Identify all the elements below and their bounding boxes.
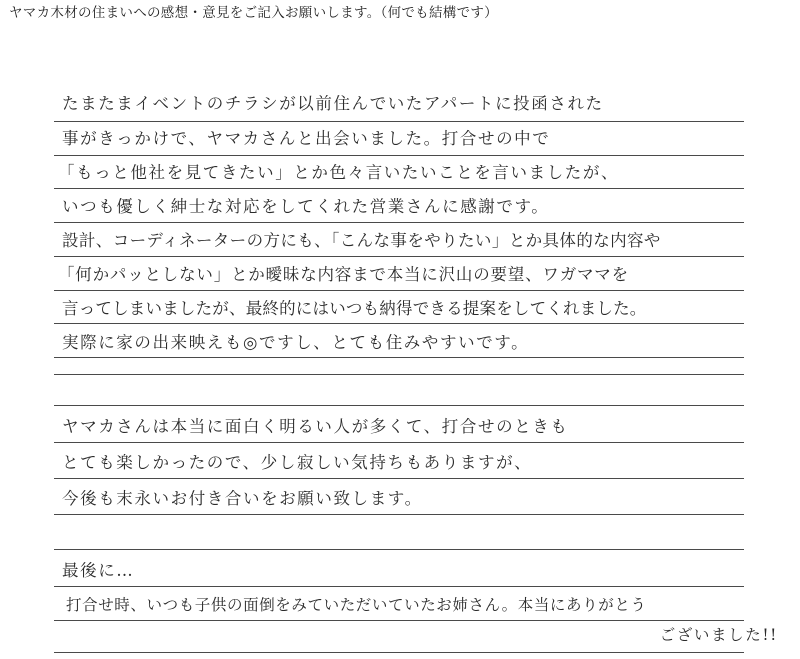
ruled-line bbox=[54, 478, 744, 479]
handwritten-line: 設計、コーディネーターの方にも、「こんな事をやりたい」とか具体的な内容や bbox=[62, 231, 661, 250]
ruled-line bbox=[54, 323, 744, 324]
handwritten-line: 「もっと他社を見てきたい」とか色々言いたいことを言いましたが、 bbox=[58, 163, 620, 182]
handwritten-line: 打合せ時、いつも子供の面倒をみていただいていたお姉さん。本当にありがとう bbox=[66, 596, 647, 614]
handwritten-line: たまたまイベントのチラシが以前住んでいたアパートに投函された bbox=[62, 94, 604, 113]
handwritten-line: いつも優しく紳士な対応をしてくれた営業さんに感謝です。 bbox=[62, 197, 550, 216]
ruled-line bbox=[54, 155, 744, 156]
handwritten-line: 言ってしまいましたが、最終的にはいつも納得できる提案をしてくれました。 bbox=[62, 299, 647, 318]
ruled-line bbox=[54, 442, 744, 443]
handwritten-line: 「何かパッとしない」とか曖昧な内容まで本当に沢山の要望、ワガママを bbox=[58, 265, 629, 284]
ruled-line bbox=[54, 121, 744, 122]
handwritten-line: 実際に家の出来映えも◎ですし、とても住みやすいです。 bbox=[62, 333, 530, 352]
ruled-line bbox=[54, 549, 744, 550]
handwritten-line: 今後も末永いお付き合いをお願い致します。 bbox=[62, 489, 423, 508]
ruled-line bbox=[54, 357, 744, 358]
handwritten-line: とても楽しかったので、少し寂しい気持ちもありますが、 bbox=[62, 453, 533, 472]
handwritten-line: 最後に… bbox=[62, 561, 135, 580]
ruled-line bbox=[54, 374, 744, 375]
handwritten-line: ヤマカさんは本当に面白く明るい人が多くて、打合せのときも bbox=[62, 417, 569, 436]
ruled-line bbox=[54, 405, 744, 406]
ruled-line bbox=[54, 514, 744, 515]
ruled-line bbox=[54, 222, 744, 223]
ruled-line bbox=[54, 586, 744, 587]
ruled-line bbox=[54, 290, 744, 291]
form-prompt: ヤマカ木材の住まいへの感想・意見をご記入お願いします。（何でも結構です） bbox=[9, 5, 498, 21]
handwritten-line: ございました!! bbox=[659, 626, 778, 644]
ruled-line bbox=[54, 256, 744, 257]
ruled-line bbox=[54, 652, 744, 653]
ruled-line bbox=[54, 620, 744, 621]
ruled-line bbox=[54, 188, 744, 189]
handwritten-line: 事がきっかけで、ヤマカさんと出会いました。打合せの中で bbox=[62, 129, 551, 148]
